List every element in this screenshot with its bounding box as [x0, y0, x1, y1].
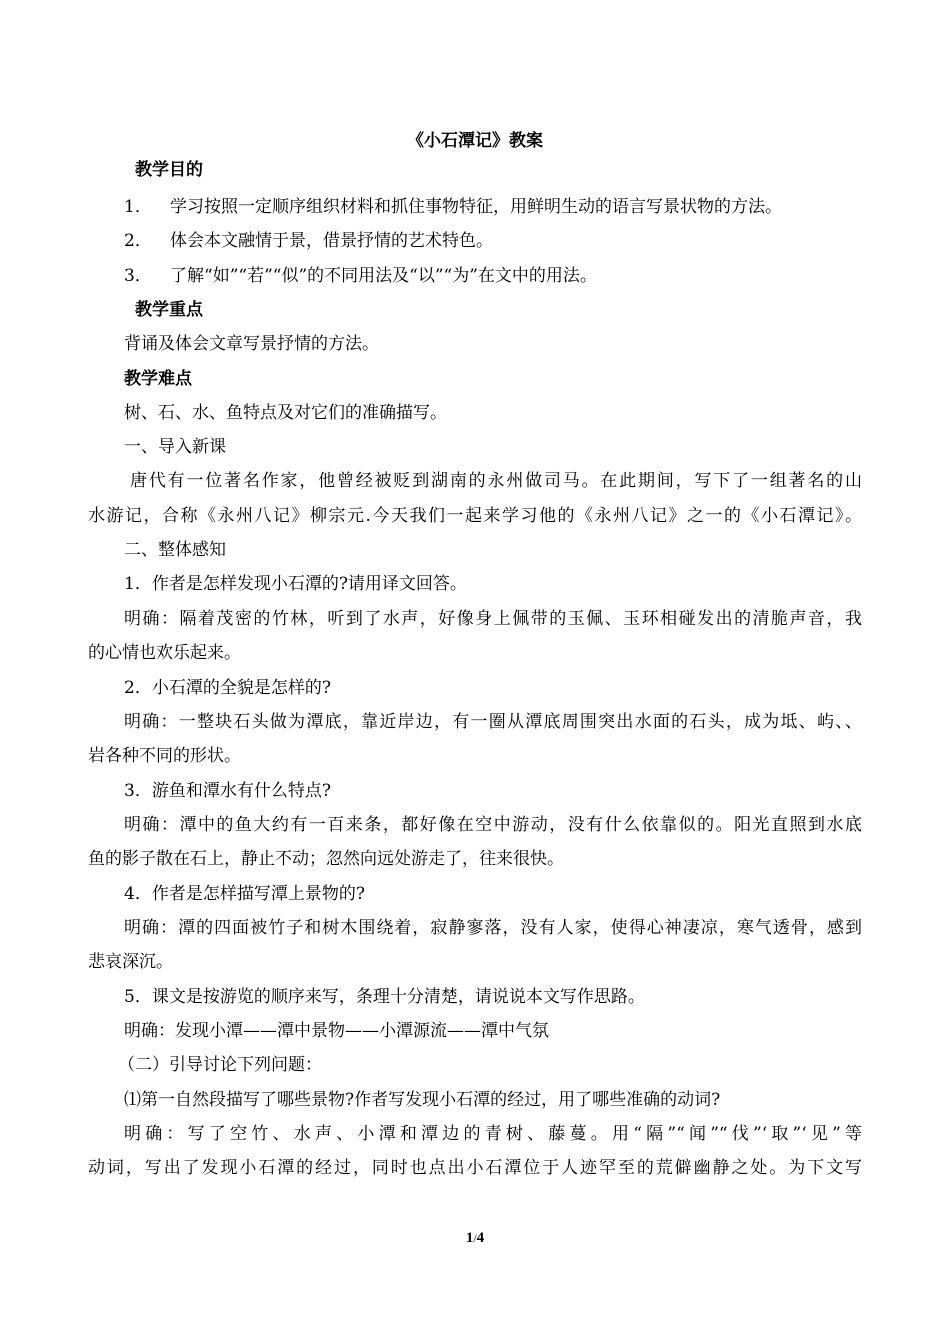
question: 4．作者是怎样描写潭上景物的? [124, 884, 365, 904]
question: 1．作者是怎样发现小石潭的?请用译文回答。 [124, 574, 467, 594]
paragraph-line: 唐代有一位著名作家，他曾经被贬到湖南的永州做司马。在此期间，写下了一组著名的山 [130, 471, 862, 491]
item-number: 2． [124, 231, 152, 251]
answer-line: 鱼的影子散在石上，静止不动；忽然向远处游走了，往来很快。 [88, 849, 564, 869]
heading-key-points: 教学重点 [135, 300, 203, 320]
item-number: 3． [124, 266, 152, 286]
answer-line: 明确：隔着茂密的竹林，听到了水声，好像身上佩带的玉佩、玉环相碰发出的清脆声音，我 [124, 609, 862, 629]
item-text: 体会本文融情于景，借景抒情的艺术特色。 [170, 231, 493, 251]
item-number: 1． [124, 197, 152, 217]
answer-line: 岩各种不同的形状。 [88, 746, 241, 766]
section-heading-overview: 二、整体感知 [124, 540, 226, 560]
paragraph-line: 水游记，合称《永州八记》柳宗元.今天我们一起来学习他的《永州八记》之一的《小石潭记》。 [88, 506, 862, 526]
answer-line: 明确：发现小潭——潭中景物——小潭源流——潭中气氛 [124, 1021, 549, 1041]
current-page: 1 [465, 1230, 474, 1246]
answer-line: 明确：一整块石头做为潭底，靠近岸边，有一圈从潭底周围突出水面的石头，成为坻、屿、、 [124, 712, 862, 732]
question: 3．游鱼和潭水有什么特点? [124, 781, 331, 801]
answer-line: 明确：写了空竹、水声、小潭和潭边的青树、藤蔓。用“隔”“闻”“伐”‘取”‘见”等 [124, 1124, 862, 1144]
objective-item [124, 229, 904, 253]
key-points-text: 背诵及体会文章写景抒情的方法。 [124, 334, 379, 354]
question: 2．小石潭的全貌是怎样的? [124, 678, 331, 698]
subsection-heading: （二）引导讨论下列问题： [118, 1055, 322, 1075]
answer-line: 明确：潭中的鱼大约有一百来条，都好像在空中游动，没有什么依靠似的。阳光直照到水底 [124, 815, 862, 835]
question: 5．课文是按游览的顺序来写，条理十分清楚，请说说本文写作思路。 [124, 987, 645, 1007]
item-text: 学习按照一定顺序组织材料和抓住事物特征，用鲜明生动的语言写景状物的方法。 [170, 197, 782, 217]
answer-line: 的心情也欢乐起来。 [88, 643, 241, 663]
total-pages: 4 [476, 1230, 485, 1246]
objective-item [124, 195, 904, 219]
document-title: 《小石潭记》教案 [407, 131, 543, 151]
page-number [0, 1230, 950, 1247]
discussion-question: ⑴第一自然段描写了哪些景物?作者写发现小石潭的经过，用了哪些准确的动词? [124, 1090, 721, 1110]
objective-item [124, 264, 904, 288]
answer-line: 明确：潭的四面被竹子和树木围绕着，寂静寥落，没有人家，使得心神凄凉，寒气透骨，感到 [124, 918, 862, 938]
heading-objectives: 教学目的 [135, 160, 203, 180]
answer-line: 动词，写出了发现小石潭的经过，同时也点出小石潭位于人迹罕至的荒僻幽静之处。为下文写 [88, 1158, 862, 1178]
item-text: 了解“如”“若”“似”的不同用法及“以”“为”在文中的用法。 [170, 266, 597, 286]
section-heading-intro: 一、导入新课 [124, 437, 226, 457]
answer-line: 悲哀深沉。 [88, 952, 173, 972]
heading-difficulties: 教学难点 [124, 369, 192, 389]
difficulties-text: 树、石、水、鱼特点及对它们的准确描写。 [124, 403, 447, 423]
page-separator: / [473, 1231, 477, 1245]
